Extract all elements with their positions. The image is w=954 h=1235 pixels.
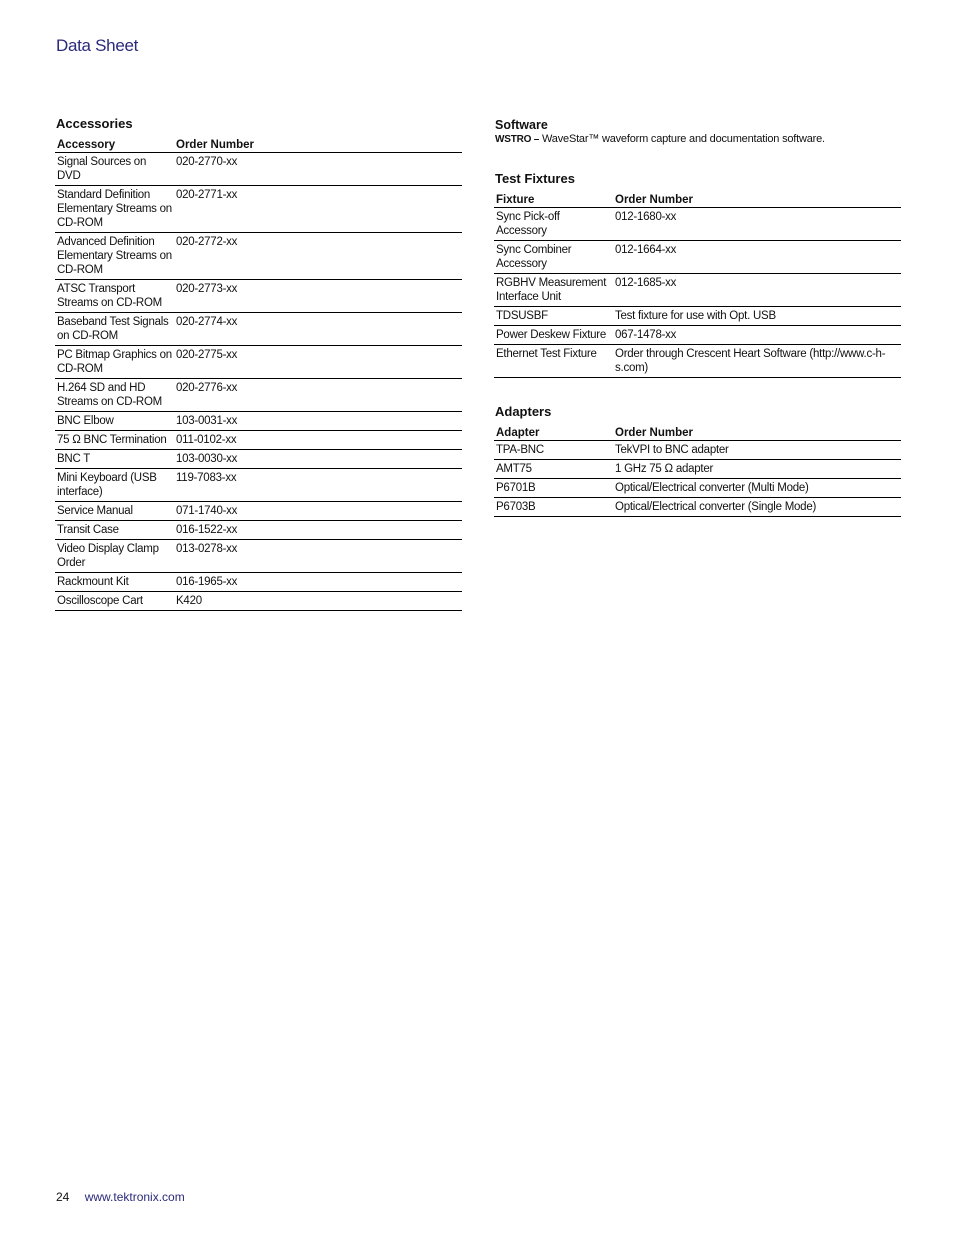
item-name-cell: Baseband Test Signals on CD-ROM xyxy=(55,313,174,346)
table-row xyxy=(55,469,462,502)
accessories-table-body xyxy=(55,153,462,611)
order-number-cell: 020-2771-xx xyxy=(174,186,462,233)
order-number-cell: 016-1522-xx xyxy=(174,521,462,540)
footer-link[interactable]: www.tektronix.com xyxy=(84,1190,185,1204)
fixture-column-header: Fixture xyxy=(494,192,613,208)
adapters-table-body xyxy=(494,441,901,517)
item-name-cell: P6701B xyxy=(494,479,613,498)
software-title: Software xyxy=(495,118,548,132)
item-name-cell: BNC Elbow xyxy=(55,412,174,431)
item-name-cell: Sync Combiner Accessory xyxy=(494,241,613,274)
order-number-cell: Test fixture for use with Opt. USB xyxy=(613,307,901,326)
item-name-cell: H.264 SD and HD Streams on CD-ROM xyxy=(55,379,174,412)
item-name-cell: ATSC Transport Streams on CD-ROM xyxy=(55,280,174,313)
order-number-cell: 1 GHz 75 Ω adapter xyxy=(613,460,901,479)
order-number-cell: 012-1680-xx xyxy=(613,208,901,241)
table-row xyxy=(55,573,462,592)
item-name-cell: P6703B xyxy=(494,498,613,517)
order-number-cell: 013-0278-xx xyxy=(174,540,462,573)
item-name-cell: 75 Ω BNC Termination xyxy=(55,431,174,450)
table-row xyxy=(55,233,462,280)
order-number-column-header: Order Number xyxy=(613,425,901,441)
test-fixtures-table xyxy=(494,192,901,378)
table-row xyxy=(55,280,462,313)
order-number-cell: 016-1965-xx xyxy=(174,573,462,592)
table-header-row xyxy=(55,137,462,153)
adapters-table xyxy=(494,425,901,517)
order-number-cell: K420 xyxy=(174,592,462,611)
order-number-column-header: Order Number xyxy=(613,192,901,208)
test-fixtures-table-body xyxy=(494,208,901,378)
table-row xyxy=(494,241,901,274)
item-name-cell: Video Display Clamp Order xyxy=(55,540,174,573)
right-column xyxy=(494,116,901,517)
accessories-title: Accessories xyxy=(56,116,133,131)
item-name-cell: Sync Pick-off Accessory xyxy=(494,208,613,241)
left-column xyxy=(55,116,462,611)
accessories-table xyxy=(55,137,462,611)
item-name-cell: Oscilloscope Cart xyxy=(55,592,174,611)
page-footer xyxy=(56,1190,185,1204)
item-name-cell: AMT75 xyxy=(494,460,613,479)
order-number-cell: 020-2770-xx xyxy=(174,153,462,186)
table-row xyxy=(55,412,462,431)
item-name-cell: PC Bitmap Graphics on CD-ROM xyxy=(55,346,174,379)
table-row xyxy=(494,345,901,378)
order-number-cell: 103-0030-xx xyxy=(174,450,462,469)
table-row xyxy=(494,498,901,517)
item-name-cell: RGBHV Measurement Interface Unit xyxy=(494,274,613,307)
table-row xyxy=(55,592,462,611)
item-name-cell: Transit Case xyxy=(55,521,174,540)
order-number-cell: 011-0102-xx xyxy=(174,431,462,450)
order-number-column-header: Order Number xyxy=(174,137,462,153)
order-number-cell: 020-2773-xx xyxy=(174,280,462,313)
order-number-cell: 020-2775-xx xyxy=(174,346,462,379)
item-name-cell: Ethernet Test Fixture xyxy=(494,345,613,378)
item-name-cell: BNC T xyxy=(55,450,174,469)
software-code: WSTRO – xyxy=(495,134,540,145)
table-row xyxy=(55,313,462,346)
item-name-cell: TPA-BNC xyxy=(494,441,613,460)
order-number-cell: 067-1478-xx xyxy=(613,326,901,345)
table-row xyxy=(55,186,462,233)
item-name-cell: Rackmount Kit xyxy=(55,573,174,592)
order-number-cell: 071-1740-xx xyxy=(174,502,462,521)
table-row xyxy=(55,502,462,521)
adapter-column-header: Adapter xyxy=(494,425,613,441)
order-number-cell: Optical/Electrical converter (Multi Mode) xyxy=(613,479,901,498)
table-row xyxy=(494,274,901,307)
order-number-cell: TekVPI to BNC adapter xyxy=(613,441,901,460)
item-name-cell: TDSUSBF xyxy=(494,307,613,326)
table-row xyxy=(494,307,901,326)
software-item xyxy=(495,133,901,145)
order-number-cell: Optical/Electrical converter (Single Mode) xyxy=(613,498,901,517)
table-row xyxy=(494,460,901,479)
table-row xyxy=(494,441,901,460)
table-row xyxy=(55,153,462,186)
item-name-cell: Advanced Definition Elementary Streams on CD-ROM xyxy=(55,233,174,280)
order-number-cell: 012-1664-xx xyxy=(613,241,901,274)
table-row xyxy=(494,208,901,241)
order-number-cell: 020-2776-xx xyxy=(174,379,462,412)
order-number-cell: 020-2772-xx xyxy=(174,233,462,280)
page-header-title: Data Sheet xyxy=(56,36,139,55)
table-row xyxy=(55,540,462,573)
item-name-cell: Power Deskew Fixture xyxy=(494,326,613,345)
table-row xyxy=(55,346,462,379)
software-description: WaveStar™ waveform capture and documentation software. xyxy=(542,133,825,145)
order-number-cell: 119-7083-xx xyxy=(174,469,462,502)
accessory-column-header: Accessory xyxy=(55,137,174,153)
table-header-row xyxy=(494,425,901,441)
table-row xyxy=(494,479,901,498)
item-name-cell: Standard Definition Elementary Streams on CD-ROM xyxy=(55,186,174,233)
order-number-cell: 103-0031-xx xyxy=(174,412,462,431)
table-row xyxy=(55,521,462,540)
table-row xyxy=(55,379,462,412)
table-row xyxy=(55,431,462,450)
test-fixtures-title: Test Fixtures xyxy=(495,171,575,186)
page-number: 24 xyxy=(56,1190,70,1204)
table-row xyxy=(494,326,901,345)
table-header-row xyxy=(494,192,901,208)
order-number-cell: 020-2774-xx xyxy=(174,313,462,346)
order-number-cell: Order through Crescent Heart Software (http://www.c-h-s.com) xyxy=(613,345,901,378)
item-name-cell: Signal Sources on DVD xyxy=(55,153,174,186)
order-number-cell: 012-1685-xx xyxy=(613,274,901,307)
item-name-cell: Mini Keyboard (USB interface) xyxy=(55,469,174,502)
adapters-title: Adapters xyxy=(495,404,552,419)
item-name-cell: Service Manual xyxy=(55,502,174,521)
table-row xyxy=(55,450,462,469)
